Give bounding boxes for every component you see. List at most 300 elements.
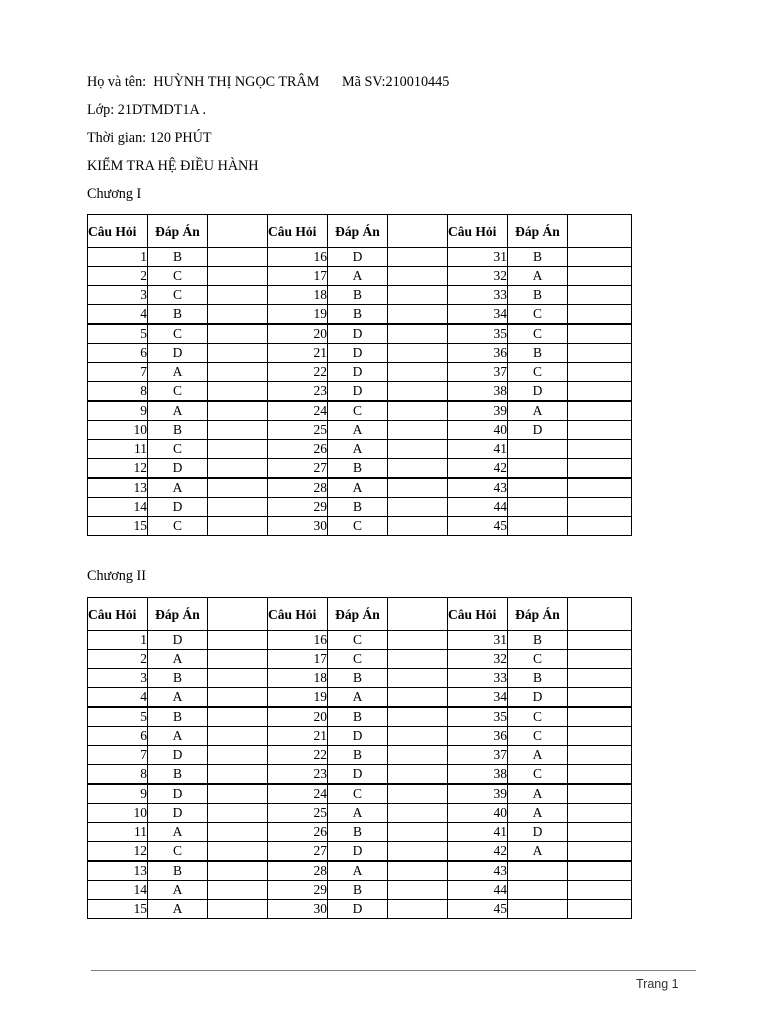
blank-cell (568, 727, 632, 746)
question-number: 16 (268, 248, 328, 267)
question-number: 37 (448, 363, 508, 382)
answer-letter: D (148, 746, 208, 765)
question-number: 21 (268, 344, 328, 363)
question-number: 6 (88, 344, 148, 363)
blank-cell (568, 842, 632, 862)
question-header: Câu Hỏi (88, 215, 148, 248)
table-row (88, 382, 632, 402)
answer-letter: A (148, 401, 208, 421)
question-number: 18 (268, 286, 328, 305)
question-number: 36 (448, 344, 508, 363)
answer-letter: D (508, 823, 568, 842)
blank-cell (388, 324, 448, 344)
table-row (88, 765, 632, 785)
blank-cell (568, 459, 632, 479)
blank-cell (208, 267, 268, 286)
blank-cell (208, 707, 268, 727)
answer-letter: A (328, 804, 388, 823)
question-number: 6 (88, 727, 148, 746)
question-number: 8 (88, 765, 148, 785)
question-number: 20 (268, 707, 328, 727)
blank-cell (568, 707, 632, 727)
answer-letter: C (328, 784, 388, 804)
blank-cell (568, 382, 632, 402)
answer-letter: B (148, 669, 208, 688)
question-number: 25 (268, 421, 328, 440)
answer-letter: C (148, 842, 208, 862)
blank-cell (208, 382, 268, 402)
question-number: 42 (448, 842, 508, 862)
answer-letter (508, 478, 568, 498)
answer-letter: D (148, 804, 208, 823)
answer-letter: B (328, 498, 388, 517)
blank-cell (388, 267, 448, 286)
blank-cell (208, 842, 268, 862)
answer-letter: D (328, 900, 388, 919)
answer-letter: C (508, 363, 568, 382)
table-row (88, 669, 632, 688)
answer-letter: C (328, 401, 388, 421)
blank-cell (208, 861, 268, 881)
table-row (88, 727, 632, 746)
answer-letter (508, 459, 568, 479)
blank-cell (208, 631, 268, 650)
chapter-1-answer-table (87, 214, 632, 536)
chapter-2-answer-table (87, 597, 632, 919)
question-number: 29 (268, 881, 328, 900)
question-number: 24 (268, 401, 328, 421)
answer-letter: C (508, 324, 568, 344)
answer-letter: C (508, 727, 568, 746)
question-number: 9 (88, 401, 148, 421)
answer-letter: B (508, 631, 568, 650)
answer-letter: D (328, 765, 388, 785)
question-number: 26 (268, 440, 328, 459)
question-number: 39 (448, 401, 508, 421)
answer-letter (508, 881, 568, 900)
question-number: 9 (88, 784, 148, 804)
answer-letter: B (508, 669, 568, 688)
question-number: 31 (448, 631, 508, 650)
blank-cell (568, 286, 632, 305)
question-header: Câu Hỏi (88, 598, 148, 631)
question-number: 38 (448, 765, 508, 785)
answer-letter: C (508, 765, 568, 785)
answer-letter: D (328, 842, 388, 862)
answer-letter: A (148, 881, 208, 900)
question-number: 28 (268, 861, 328, 881)
question-number: 28 (268, 478, 328, 498)
blank-cell (208, 440, 268, 459)
question-number: 39 (448, 784, 508, 804)
answer-letter (508, 498, 568, 517)
question-number: 14 (88, 498, 148, 517)
question-number: 4 (88, 688, 148, 708)
answer-letter: D (148, 344, 208, 363)
answer-letter: C (148, 324, 208, 344)
blank-cell (208, 421, 268, 440)
question-number: 2 (88, 650, 148, 669)
question-number: 33 (448, 669, 508, 688)
question-number: 17 (268, 650, 328, 669)
answer-letter: D (148, 631, 208, 650)
answer-letter: C (328, 650, 388, 669)
answer-letter: C (508, 650, 568, 669)
question-number: 12 (88, 459, 148, 479)
table-row (88, 305, 632, 325)
question-number: 1 (88, 631, 148, 650)
question-number: 43 (448, 861, 508, 881)
blank-cell (208, 498, 268, 517)
blank-cell (388, 688, 448, 708)
question-number: 22 (268, 363, 328, 382)
blank-cell (568, 823, 632, 842)
blank-cell (208, 727, 268, 746)
answer-letter: C (148, 440, 208, 459)
table-row (88, 746, 632, 765)
blank-cell (568, 650, 632, 669)
blank-cell (568, 784, 632, 804)
answer-letter (508, 517, 568, 536)
blank-cell (388, 765, 448, 785)
blank-cell (208, 688, 268, 708)
table-row (88, 631, 632, 650)
question-number: 38 (448, 382, 508, 402)
blank-header (388, 598, 448, 631)
answer-letter: C (508, 305, 568, 325)
blank-cell (388, 401, 448, 421)
answer-letter: A (328, 440, 388, 459)
blank-cell (388, 900, 448, 919)
blank-cell (388, 784, 448, 804)
blank-cell (568, 421, 632, 440)
blank-cell (208, 804, 268, 823)
table-row (88, 440, 632, 459)
blank-cell (568, 900, 632, 919)
answer-letter: A (508, 746, 568, 765)
blank-cell (568, 401, 632, 421)
footer-divider (91, 970, 696, 971)
answer-letter: A (508, 784, 568, 804)
blank-cell (388, 440, 448, 459)
answer-letter: B (328, 707, 388, 727)
answer-header: Đáp Án (508, 598, 568, 631)
blank-cell (208, 881, 268, 900)
blank-cell (388, 727, 448, 746)
question-number: 15 (88, 517, 148, 536)
question-number: 37 (448, 746, 508, 765)
blank-header (208, 598, 268, 631)
table-row (88, 842, 632, 862)
question-number: 20 (268, 324, 328, 344)
question-number: 43 (448, 478, 508, 498)
blank-cell (388, 669, 448, 688)
answer-letter: B (508, 344, 568, 363)
answer-letter: D (508, 688, 568, 708)
class-line: Lớp: 21DTMDT1A . (87, 102, 207, 118)
question-number: 11 (88, 440, 148, 459)
blank-cell (568, 267, 632, 286)
table-row (88, 363, 632, 382)
answer-letter: D (328, 382, 388, 402)
answer-letter: C (328, 517, 388, 536)
blank-cell (208, 900, 268, 919)
answer-letter: B (148, 765, 208, 785)
blank-cell (388, 804, 448, 823)
answer-header: Đáp Án (148, 598, 208, 631)
answer-letter: D (508, 382, 568, 402)
answer-letter: A (328, 478, 388, 498)
blank-cell (388, 305, 448, 325)
blank-cell (208, 459, 268, 479)
chapter-2-title: Chương II (87, 568, 146, 584)
table-row (88, 881, 632, 900)
table-row (88, 344, 632, 363)
answer-header: Đáp Án (328, 215, 388, 248)
answer-letter (508, 861, 568, 881)
table-header-row (88, 598, 632, 631)
answer-header: Đáp Án (508, 215, 568, 248)
student-id: Mã SV:210010445 (342, 74, 450, 90)
blank-cell (208, 363, 268, 382)
blank-cell (568, 765, 632, 785)
question-number: 23 (268, 382, 328, 402)
answer-letter: C (328, 631, 388, 650)
answer-letter: B (328, 746, 388, 765)
blank-cell (568, 688, 632, 708)
answer-letter: A (328, 267, 388, 286)
blank-header (568, 598, 632, 631)
blank-cell (568, 248, 632, 267)
blank-cell (208, 650, 268, 669)
answer-letter: B (328, 669, 388, 688)
answer-letter: B (508, 248, 568, 267)
student-name: Họ và tên: HUỲNH THỊ NGỌC TRÂM (87, 74, 320, 90)
answer-letter: D (328, 363, 388, 382)
blank-cell (388, 707, 448, 727)
blank-cell (208, 324, 268, 344)
blank-cell (568, 804, 632, 823)
blank-cell (388, 881, 448, 900)
time-line: Thời gian: 120 PHÚT (87, 130, 212, 146)
question-number: 7 (88, 363, 148, 382)
question-header: Câu Hỏi (268, 598, 328, 631)
question-number: 35 (448, 707, 508, 727)
blank-cell (208, 344, 268, 363)
answer-letter: D (508, 421, 568, 440)
question-number: 12 (88, 842, 148, 862)
blank-cell (568, 498, 632, 517)
table-row (88, 478, 632, 498)
blank-cell (568, 305, 632, 325)
blank-cell (568, 363, 632, 382)
table-row (88, 421, 632, 440)
blank-cell (388, 478, 448, 498)
table-row (88, 267, 632, 286)
blank-cell (208, 823, 268, 842)
table-row (88, 459, 632, 479)
answer-letter: D (328, 324, 388, 344)
answer-letter: B (148, 305, 208, 325)
blank-cell (208, 286, 268, 305)
blank-header (208, 215, 268, 248)
blank-cell (568, 881, 632, 900)
blank-cell (388, 823, 448, 842)
blank-cell (388, 631, 448, 650)
question-number: 41 (448, 440, 508, 459)
question-number: 13 (88, 861, 148, 881)
table-row (88, 707, 632, 727)
answer-letter (508, 900, 568, 919)
question-number: 10 (88, 421, 148, 440)
blank-cell (388, 344, 448, 363)
answer-letter: D (328, 248, 388, 267)
answer-letter: A (508, 804, 568, 823)
question-number: 7 (88, 746, 148, 765)
table-row (88, 401, 632, 421)
question-number: 18 (268, 669, 328, 688)
table-row (88, 861, 632, 881)
question-number: 42 (448, 459, 508, 479)
blank-cell (568, 440, 632, 459)
blank-cell (388, 861, 448, 881)
blank-cell (208, 248, 268, 267)
question-number: 8 (88, 382, 148, 402)
answer-letter: D (148, 459, 208, 479)
blank-cell (388, 498, 448, 517)
answer-letter: B (508, 286, 568, 305)
blank-cell (568, 478, 632, 498)
answer-letter: A (508, 267, 568, 286)
answer-letter: B (148, 421, 208, 440)
blank-cell (208, 401, 268, 421)
answer-letter: A (148, 823, 208, 842)
question-number: 35 (448, 324, 508, 344)
answer-letter: B (148, 861, 208, 881)
table-row (88, 517, 632, 536)
table-row (88, 784, 632, 804)
answer-letter: A (148, 478, 208, 498)
answer-letter: C (148, 517, 208, 536)
question-number: 26 (268, 823, 328, 842)
blank-header (388, 215, 448, 248)
table-row (88, 804, 632, 823)
answer-letter: D (328, 727, 388, 746)
question-number: 14 (88, 881, 148, 900)
question-number: 5 (88, 707, 148, 727)
answer-letter: A (148, 727, 208, 746)
question-number: 10 (88, 804, 148, 823)
question-number: 17 (268, 267, 328, 286)
answer-letter: C (148, 267, 208, 286)
question-number: 45 (448, 900, 508, 919)
question-number: 34 (448, 305, 508, 325)
answer-letter: A (508, 401, 568, 421)
question-number: 31 (448, 248, 508, 267)
blank-cell (208, 478, 268, 498)
answer-letter: A (328, 421, 388, 440)
answer-letter: A (328, 861, 388, 881)
answer-letter: B (148, 707, 208, 727)
table-row (88, 324, 632, 344)
page-number: Trang 1 (636, 977, 679, 991)
answer-letter: B (328, 823, 388, 842)
question-number: 3 (88, 669, 148, 688)
table-row (88, 688, 632, 708)
blank-cell (568, 344, 632, 363)
question-number: 19 (268, 305, 328, 325)
blank-cell (388, 382, 448, 402)
question-number: 2 (88, 267, 148, 286)
question-number: 30 (268, 517, 328, 536)
answer-header: Đáp Án (148, 215, 208, 248)
blank-cell (388, 459, 448, 479)
question-number: 3 (88, 286, 148, 305)
table-row (88, 823, 632, 842)
question-number: 30 (268, 900, 328, 919)
question-number: 27 (268, 459, 328, 479)
question-number: 13 (88, 478, 148, 498)
question-number: 32 (448, 267, 508, 286)
answer-letter: A (148, 650, 208, 669)
answer-letter: C (148, 382, 208, 402)
question-number: 34 (448, 688, 508, 708)
table-header-row (88, 215, 632, 248)
question-header: Câu Hỏi (448, 598, 508, 631)
question-number: 32 (448, 650, 508, 669)
question-number: 4 (88, 305, 148, 325)
question-number: 22 (268, 746, 328, 765)
blank-cell (388, 650, 448, 669)
answer-letter: A (148, 688, 208, 708)
blank-cell (388, 286, 448, 305)
blank-cell (208, 784, 268, 804)
blank-cell (388, 842, 448, 862)
answer-letter: B (328, 459, 388, 479)
question-number: 29 (268, 498, 328, 517)
answer-letter (508, 440, 568, 459)
blank-cell (208, 765, 268, 785)
blank-cell (568, 631, 632, 650)
exam-title: KIỂM TRA HỆ ĐIỀU HÀNH (87, 158, 259, 174)
answer-letter: B (328, 286, 388, 305)
answer-letter: A (508, 842, 568, 862)
blank-cell (388, 363, 448, 382)
question-header: Câu Hỏi (448, 215, 508, 248)
blank-cell (208, 669, 268, 688)
table-row (88, 498, 632, 517)
answer-letter: C (148, 286, 208, 305)
blank-cell (208, 517, 268, 536)
question-number: 45 (448, 517, 508, 536)
question-number: 5 (88, 324, 148, 344)
answer-header: Đáp Án (328, 598, 388, 631)
question-number: 41 (448, 823, 508, 842)
question-number: 27 (268, 842, 328, 862)
answer-letter: B (328, 305, 388, 325)
question-number: 11 (88, 823, 148, 842)
blank-cell (568, 669, 632, 688)
question-number: 44 (448, 498, 508, 517)
answer-letter: D (328, 344, 388, 363)
blank-cell (388, 421, 448, 440)
question-number: 36 (448, 727, 508, 746)
question-number: 40 (448, 804, 508, 823)
chapter-1-title: Chương I (87, 186, 142, 202)
blank-cell (568, 517, 632, 536)
question-number: 16 (268, 631, 328, 650)
blank-cell (388, 248, 448, 267)
